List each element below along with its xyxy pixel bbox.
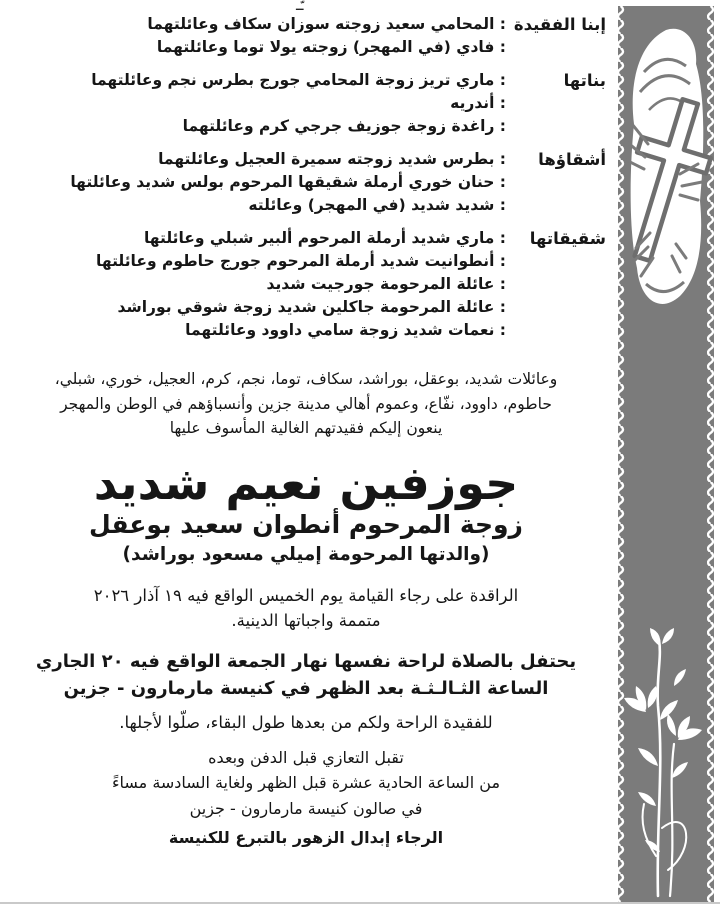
family-row — [0, 227, 612, 342]
family-entry: : عائلة المرحومة جورجيت شديد — [266, 275, 506, 293]
death-info-line-2: متممة واجباتها الدينية. — [231, 610, 381, 630]
family-entry: : بطرس شديد زوجته سميرة العجيل وعائلتهما — [158, 150, 506, 168]
funeral-line-2: الساعة الثـالـثـة بعد الظهر في كنيسة مارمارون - جزين — [63, 677, 549, 699]
family-entries — [0, 69, 506, 138]
family-label: شقيقاتها — [529, 229, 606, 248]
family-label: إبنا الفقيدة — [513, 15, 606, 34]
condolences-block — [0, 745, 612, 822]
spouse-line: زوجة المرحوم أنطوان سعيد بوعقل — [89, 510, 523, 540]
family-row — [0, 13, 612, 59]
ornamental-border — [616, 6, 716, 903]
family-entry: : شديد شديد (في المهجر) وعائلته — [248, 196, 506, 214]
funeral-line-1: يحتفل بالصلاة لراحة نفسها نهار الجمعة الواقع فيه ٢٠ الجاري — [35, 650, 577, 672]
family-entry: : نعمات شديد زوجة سامي داوود وعائلتهما — [185, 321, 506, 339]
prayer-line: للفقيدة الراحة ولكم من بعدها طول البقاء، صلّوا لأجلها. — [119, 712, 493, 732]
wavy-line-left — [616, 6, 625, 903]
family-label: أشقاؤها — [538, 150, 606, 169]
family-entry: : أندريه — [450, 94, 506, 112]
top-crop-mark: ـّـ — [296, 0, 304, 13]
deceased-name: جوزفين نعيم شديد — [93, 455, 519, 510]
flowers-donation-note: الرجاء إبدال الزهور بالتبرع للكنيسة — [168, 828, 444, 848]
mother-line: (والدتها المرحومة إميلي مسعود بوراشد) — [122, 543, 490, 565]
families-paragraph-line-3: ينعون إليكم فقيدتهم الغالية المأسوف عليها — [169, 419, 443, 437]
family-table — [0, 0, 612, 342]
family-entry: : المحامي سعيد زوجته سوزان سكاف وعائلتهما — [147, 15, 506, 33]
family-row — [0, 148, 612, 217]
condolences-line-1: تقبل التعازي قبل الدفن وبعده — [208, 747, 404, 767]
family-entries — [0, 13, 506, 59]
funeral-announcement — [0, 648, 612, 702]
family-entry: : حنان خوري أرملة شقيقها المرحوم بولس شديد وعائلتها — [70, 173, 506, 191]
bottom-rule — [0, 902, 720, 904]
condolences-line-3: في صالون كنيسة مارمارون - جزين — [189, 798, 423, 818]
death-info-line-1: الراقدة على رجاء القيامة يوم الخميس الواقع فيه ١٩ آذار ٢٠٢٦ — [93, 585, 519, 605]
condolences-line-2: من الساعة الحادية عشرة قبل الظهر ولغاية السادسة مساءً — [111, 773, 501, 793]
ornamental-border-svg — [616, 6, 716, 903]
family-entry: : فادي (في المهجر) زوجته يولا توما وعائلتهما — [156, 38, 506, 56]
family-entry: : راغدة زوجة جوزيف جرجي كرم وعائلتهما — [182, 117, 506, 135]
death-info — [0, 583, 612, 633]
family-entry: : عائلة المرحومة جاكلين شديد زوجة شوقي بوراشد — [117, 298, 506, 316]
family-label: بناتها — [563, 71, 606, 90]
family-entry: : ماري تريز زوجة المحامي جورج بطرس نجم وعائلتهما — [91, 71, 506, 89]
family-entries — [0, 148, 506, 217]
families-paragraph — [21, 367, 591, 441]
families-paragraph-line-2: حاطوم، داوود، نفّاع، وعموم أهالي مدينة جزين وأنسباؤهم في الوطن والمهجر — [60, 394, 552, 413]
families-paragraph-line-1: وعائلات شديد، بوعقل، بوراشد، سكاف، توما، نجم، كرم، العجيل، خوري، شبلي، — [54, 370, 558, 388]
family-row — [0, 69, 612, 138]
family-entry: : ماري شديد أرملة المرحوم ألبير شبلي وعائلتها — [143, 229, 506, 247]
wavy-line-right — [707, 6, 716, 903]
family-entries — [0, 227, 506, 342]
family-entry: : أنطوانيت شديد أرملة المرحوم جورج حاطوم وعائلتها — [96, 252, 506, 270]
